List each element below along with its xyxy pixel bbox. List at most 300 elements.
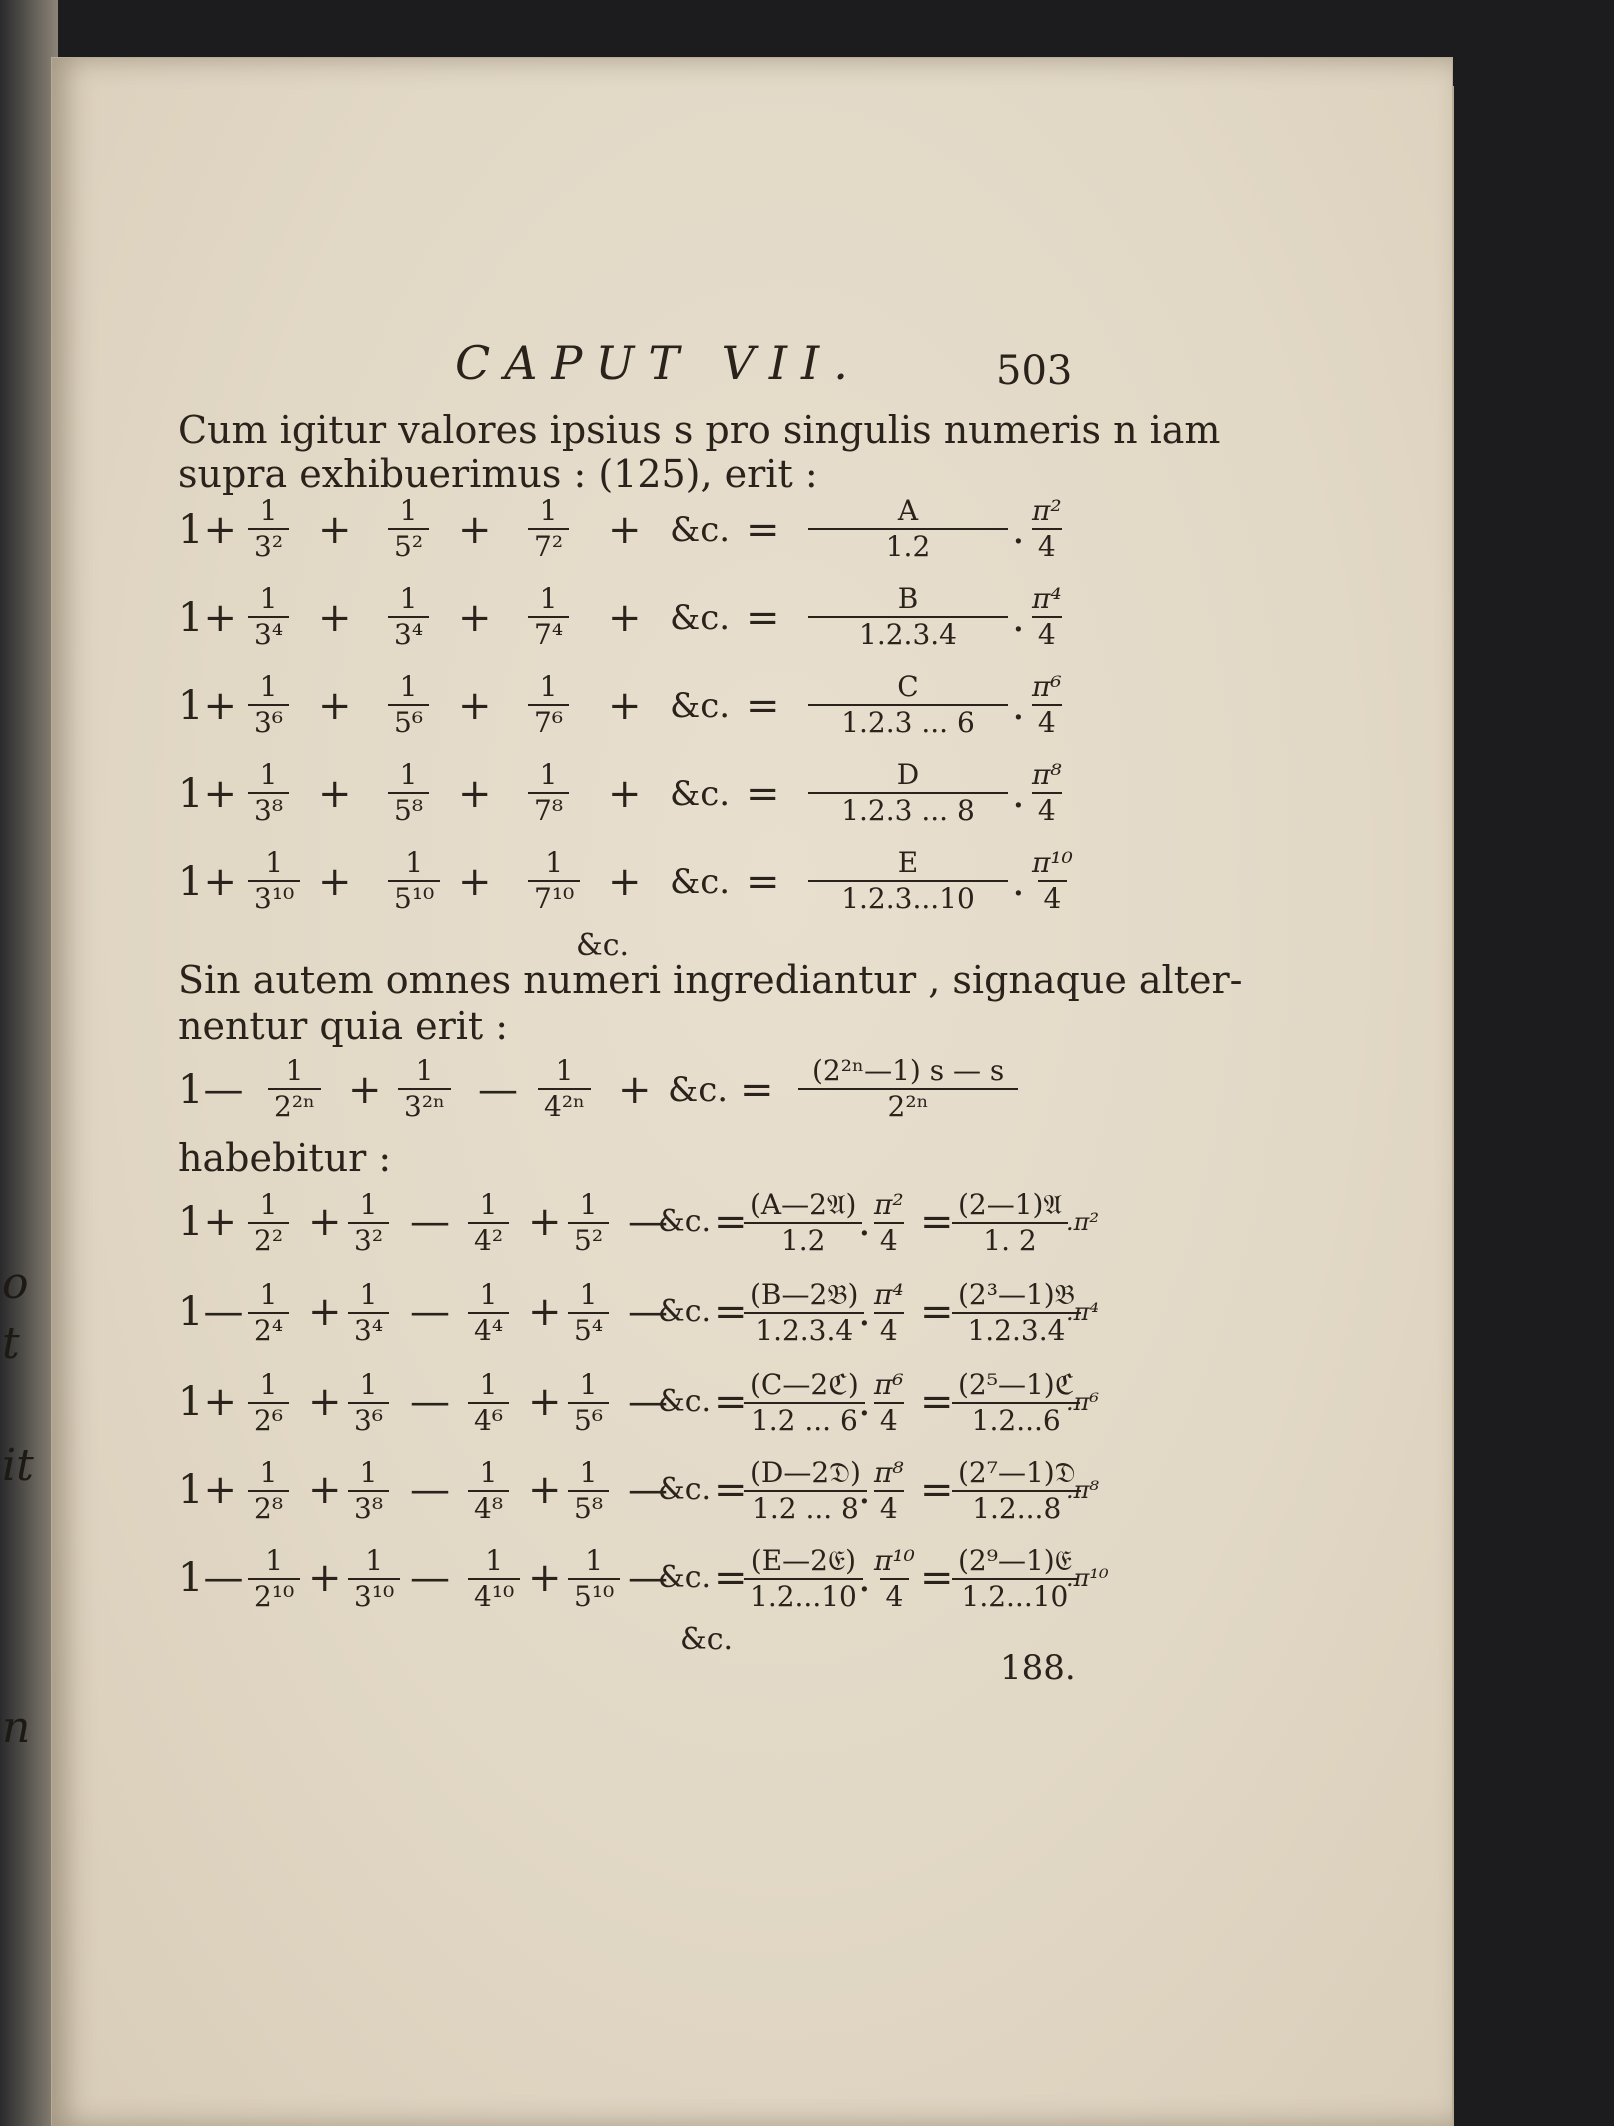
equals-sign: =	[714, 1199, 748, 1245]
denominator: 4²	[468, 1222, 509, 1258]
fraction	[348, 1544, 400, 1614]
fraction	[248, 1278, 289, 1348]
numerator: 1	[579, 1456, 598, 1489]
page-number: 503	[996, 348, 1073, 394]
numerator: 1	[259, 1188, 278, 1221]
numerator: 1	[539, 582, 558, 615]
general-equation	[178, 1050, 1078, 1136]
numerator: A	[897, 494, 919, 527]
fraction	[868, 1368, 910, 1438]
etc-term: &c.	[670, 862, 731, 902]
plus-sign: +	[348, 1067, 382, 1113]
denominator: 3²	[348, 1222, 389, 1258]
fraction	[248, 846, 300, 916]
plus-sign: +	[318, 683, 352, 729]
numerator: 1	[539, 494, 558, 527]
plus-sign: +	[528, 1467, 562, 1513]
plus-sign: +	[458, 595, 492, 641]
numerator: E	[897, 846, 919, 879]
etc-marker: &c.	[680, 1622, 734, 1657]
fraction	[388, 758, 429, 828]
numerator: (C—2ℭ)	[750, 1368, 859, 1401]
denominator: 3¹⁰	[348, 1578, 400, 1614]
numerator: π⁴	[1032, 582, 1062, 615]
denominator: 1.2.3 ... 6	[808, 704, 1008, 740]
lead-term: 1+	[178, 683, 237, 729]
dot: .	[1012, 595, 1025, 641]
catchword: 188.	[1000, 1648, 1076, 1688]
denominator: 7⁶	[528, 704, 569, 740]
denominator: 4	[1032, 792, 1062, 828]
denominator: 4⁸	[468, 1490, 509, 1526]
equals-sign: =	[714, 1379, 748, 1425]
numerator: 1	[579, 1278, 598, 1311]
numerator: 1	[479, 1368, 498, 1401]
fraction	[468, 1456, 509, 1526]
plus-sign: +	[308, 1467, 342, 1513]
denominator: 4	[874, 1490, 904, 1526]
series-identity-row	[178, 666, 1078, 752]
denominator: 3¹⁰	[248, 880, 300, 916]
etc-term: &c.	[670, 510, 731, 550]
minus-sign: —	[628, 1467, 668, 1513]
minus-sign: —	[410, 1467, 450, 1513]
denominator: 5¹⁰	[388, 880, 440, 916]
numerator: 1	[479, 1456, 498, 1489]
numerator: 1	[259, 1456, 278, 1489]
pi-factor: .π⁴	[1066, 1298, 1100, 1326]
etc-term: &c.	[670, 686, 731, 726]
fraction	[468, 1278, 509, 1348]
denominator: 1.2 ... 6	[744, 1402, 865, 1438]
plus-sign: +	[318, 859, 352, 905]
plus-sign: +	[458, 683, 492, 729]
lead-term: 1+	[178, 771, 237, 817]
denominator: 1. 2	[952, 1222, 1068, 1258]
numerator: D	[896, 758, 920, 791]
numerator: 1	[259, 1278, 278, 1311]
equals-sign: =	[746, 595, 780, 641]
numerator: 1	[359, 1456, 378, 1489]
denominator: 7²	[528, 528, 569, 564]
plus-sign: +	[618, 1067, 652, 1113]
equals-sign: =	[714, 1467, 748, 1513]
denominator: 1.2	[808, 528, 1008, 564]
minus-sign: —	[410, 1555, 450, 1601]
facing-page-mark: o	[2, 1258, 29, 1309]
fraction	[744, 1368, 865, 1438]
lead-term: 1—	[178, 1289, 244, 1335]
dot: .	[1012, 507, 1025, 553]
plus-sign: +	[528, 1379, 562, 1425]
denominator: 5⁶	[388, 704, 429, 740]
fraction	[568, 1368, 609, 1438]
numerator: π⁴	[874, 1278, 904, 1311]
denominator: 1.2	[744, 1222, 862, 1258]
fraction	[568, 1278, 609, 1348]
numerator: C	[897, 670, 919, 703]
numerator: 1	[479, 1188, 498, 1221]
numerator: (2²ⁿ—1) s — s	[812, 1054, 1005, 1087]
denominator: 4	[1032, 616, 1062, 652]
minus-sign: —	[410, 1199, 450, 1245]
fraction	[868, 1544, 921, 1614]
numerator: π⁶	[874, 1368, 904, 1401]
numerator: 1	[259, 758, 278, 791]
denominator: 5⁶	[568, 1402, 609, 1438]
denominator: 7¹⁰	[528, 880, 580, 916]
fraction	[528, 758, 569, 828]
fraction	[398, 1054, 451, 1124]
fraction	[952, 1368, 1080, 1438]
numerator: 1	[405, 846, 424, 879]
numerator: 1	[285, 1054, 304, 1087]
fraction	[388, 670, 429, 740]
equals-sign: =	[740, 1067, 774, 1113]
denominator: 7⁸	[528, 792, 569, 828]
fraction	[568, 1544, 620, 1614]
fraction	[952, 1188, 1068, 1258]
dot: .	[858, 1289, 871, 1335]
denominator: 1.2.3 ... 8	[808, 792, 1008, 828]
dot: .	[1012, 771, 1025, 817]
denominator: 5²	[568, 1222, 609, 1258]
numerator: π⁸	[874, 1456, 904, 1489]
numerator: 1	[399, 758, 418, 791]
denominator: 5²	[388, 528, 429, 564]
denominator: 3⁸	[248, 792, 289, 828]
etc-term: &c.	[670, 598, 731, 638]
fraction	[528, 582, 569, 652]
fraction	[468, 1188, 509, 1258]
equals-sign: =	[746, 859, 780, 905]
etc-term: &c.	[658, 1204, 712, 1239]
fraction	[808, 670, 1008, 740]
denominator: 1.2...6	[952, 1402, 1080, 1438]
denominator: 4	[874, 1312, 904, 1348]
denominator: 1.2...10	[744, 1578, 863, 1614]
fraction	[528, 494, 569, 564]
plus-sign: +	[308, 1555, 342, 1601]
fraction	[248, 1368, 289, 1438]
fraction	[744, 1188, 862, 1258]
minus-sign: —	[628, 1289, 668, 1335]
numerator: 1	[265, 846, 284, 879]
numerator: (2³—1)𝔅	[958, 1278, 1075, 1311]
fraction	[248, 670, 289, 740]
numerator: 1	[359, 1368, 378, 1401]
numerator: 1	[545, 846, 564, 879]
denominator: 4²ⁿ	[538, 1088, 591, 1124]
numerator: (2—1)𝔄	[958, 1188, 1063, 1221]
equals-sign: =	[920, 1199, 954, 1245]
plus-sign: +	[608, 683, 642, 729]
etc-term: &c.	[668, 1070, 729, 1110]
facing-page-mark: t	[2, 1318, 20, 1369]
fraction	[528, 846, 580, 916]
lead-term: 1+	[178, 507, 237, 553]
numerator: 1	[585, 1544, 604, 1577]
numerator: 1	[579, 1368, 598, 1401]
etc-term: &c.	[658, 1560, 712, 1595]
numerator: 1	[539, 758, 558, 791]
denominator: 2¹⁰	[248, 1578, 300, 1614]
fraction	[348, 1368, 389, 1438]
dot: .	[858, 1467, 871, 1513]
fraction	[568, 1456, 609, 1526]
equals-sign: =	[920, 1289, 954, 1335]
plus-sign: +	[608, 507, 642, 553]
denominator: 5⁸	[388, 792, 429, 828]
denominator: 3⁴	[388, 616, 429, 652]
denominator: 2⁸	[248, 1490, 289, 1526]
fraction	[952, 1278, 1081, 1348]
numerator: (D—2𝔇)	[750, 1456, 861, 1489]
fraction	[248, 1456, 289, 1526]
denominator: 5¹⁰	[568, 1578, 620, 1614]
dot: .	[858, 1555, 871, 1601]
denominator: 1.2 ... 8	[744, 1490, 867, 1526]
denominator: 4	[880, 1578, 910, 1614]
fraction	[744, 1456, 867, 1526]
numerator: π¹⁰	[874, 1544, 915, 1577]
alternating-identity-row	[178, 1538, 1178, 1624]
equals-sign: =	[920, 1555, 954, 1601]
denominator: 1.2.3.4	[808, 616, 1008, 652]
fraction	[868, 1456, 910, 1526]
numerator: 1	[399, 494, 418, 527]
equals-sign: =	[920, 1467, 954, 1513]
minus-sign: —	[628, 1555, 668, 1601]
etc-term: &c.	[658, 1294, 712, 1329]
fraction	[1026, 582, 1068, 652]
equals-sign: =	[714, 1289, 748, 1335]
fraction	[388, 846, 440, 916]
pi-factor: .π⁸	[1066, 1476, 1100, 1504]
fraction	[1026, 670, 1068, 740]
plus-sign: +	[608, 859, 642, 905]
fraction	[528, 670, 569, 740]
numerator: 1	[415, 1054, 434, 1087]
denominator: 3⁴	[348, 1312, 389, 1348]
fraction	[952, 1544, 1078, 1614]
numerator: π¹⁰	[1032, 846, 1073, 879]
denominator: 5⁴	[568, 1312, 609, 1348]
alternating-identity-row	[178, 1450, 1178, 1536]
denominator: 2²ⁿ	[268, 1088, 321, 1124]
etc-term: &c.	[670, 774, 731, 814]
pi-factor: .π²	[1066, 1208, 1100, 1236]
plus-sign: +	[608, 595, 642, 641]
denominator: 4⁶	[468, 1402, 509, 1438]
fraction	[468, 1368, 509, 1438]
equals-sign: =	[746, 507, 780, 553]
denominator: 3²ⁿ	[398, 1088, 451, 1124]
denominator: 1.2.3.4	[744, 1312, 864, 1348]
numerator: 1	[259, 1368, 278, 1401]
numerator: 1	[259, 494, 278, 527]
lead-term: 1—	[178, 1067, 244, 1113]
fraction	[808, 846, 1008, 916]
fraction	[868, 1188, 910, 1258]
numerator: 1	[365, 1544, 384, 1577]
numerator: B	[897, 582, 919, 615]
fraction	[808, 582, 1008, 652]
equals-sign: =	[920, 1379, 954, 1425]
denominator: 3⁴	[248, 616, 289, 652]
minus-sign: —	[628, 1379, 668, 1425]
etc-term: &c.	[658, 1384, 712, 1419]
etc-term: &c.	[658, 1472, 712, 1507]
fraction	[268, 1054, 321, 1124]
plus-sign: +	[458, 771, 492, 817]
plus-sign: +	[318, 595, 352, 641]
plus-sign: +	[308, 1199, 342, 1245]
fraction	[798, 1054, 1018, 1124]
fraction	[808, 494, 1008, 564]
fraction	[468, 1544, 520, 1614]
dot: .	[1012, 683, 1025, 729]
numerator: 1	[579, 1188, 598, 1221]
fraction	[248, 758, 289, 828]
minus-sign: —	[478, 1067, 518, 1113]
denominator: 4⁴	[468, 1312, 509, 1348]
minus-sign: —	[410, 1289, 450, 1335]
series-identity-row	[178, 754, 1078, 840]
plus-sign: +	[608, 771, 642, 817]
fraction	[248, 1188, 289, 1258]
plus-sign: +	[308, 1379, 342, 1425]
lead-term: 1+	[178, 1467, 237, 1513]
middle-line-1: Sin autem omnes numeri ingrediantur , signaque alter-	[178, 958, 1243, 1002]
plus-sign: +	[528, 1289, 562, 1335]
fraction	[538, 1054, 591, 1124]
numerator: 1	[555, 1054, 574, 1087]
numerator: π⁸	[1032, 758, 1062, 791]
numerator: π²	[874, 1188, 904, 1221]
numerator: (B—2𝔅)	[750, 1278, 859, 1311]
pi-factor: .π¹⁰	[1066, 1564, 1109, 1592]
denominator: 4	[1032, 704, 1062, 740]
denominator: 1.2.3...10	[808, 880, 1008, 916]
minus-sign: —	[410, 1379, 450, 1425]
plus-sign: +	[528, 1199, 562, 1245]
fraction	[348, 1456, 389, 1526]
intro-line-1: Cum igitur valores ipsius s pro singulis numeris n iam	[178, 408, 1221, 452]
minus-sign: —	[628, 1199, 668, 1245]
fraction	[744, 1544, 863, 1614]
facing-page-edge	[0, 0, 58, 2126]
fraction	[388, 582, 429, 652]
numerator: 1	[539, 670, 558, 703]
denominator: 3⁶	[248, 704, 289, 740]
plus-sign: +	[318, 507, 352, 553]
fraction	[868, 1278, 910, 1348]
denominator: 2²ⁿ	[798, 1088, 1018, 1124]
denominator: 5⁸	[568, 1490, 609, 1526]
fraction	[388, 494, 429, 564]
denominator: 1.2...8	[952, 1490, 1081, 1526]
denominator: 4¹⁰	[468, 1578, 520, 1614]
numerator: 1	[265, 1544, 284, 1577]
dot: .	[858, 1379, 871, 1425]
numerator: 1	[359, 1188, 378, 1221]
fraction	[348, 1278, 389, 1348]
dot: .	[1012, 859, 1025, 905]
numerator: 1	[399, 670, 418, 703]
denominator: 2⁶	[248, 1402, 289, 1438]
fraction	[248, 582, 289, 652]
plus-sign: +	[318, 771, 352, 817]
denominator: 2⁴	[248, 1312, 289, 1348]
numerator: 1	[479, 1278, 498, 1311]
alternating-identity-row	[178, 1362, 1178, 1448]
fraction	[1026, 494, 1068, 564]
numerator: (2⁵—1)ℭ	[958, 1368, 1075, 1401]
denominator: 4	[874, 1402, 904, 1438]
fraction	[952, 1456, 1081, 1526]
numerator: 1	[359, 1278, 378, 1311]
facing-page-mark: it	[2, 1440, 34, 1491]
dot: .	[858, 1199, 871, 1245]
plus-sign: +	[528, 1555, 562, 1601]
equals-sign: =	[746, 683, 780, 729]
fraction	[1026, 758, 1068, 828]
numerator: (A—2𝔄)	[750, 1188, 857, 1221]
denominator: 4	[1038, 880, 1068, 916]
numerator: (2⁹—1)𝔈	[958, 1544, 1072, 1577]
fraction	[744, 1278, 864, 1348]
numerator: (2⁷—1)𝔇	[958, 1456, 1076, 1489]
denominator: 1.2.3.4	[952, 1312, 1081, 1348]
lead-term: 1—	[178, 1555, 244, 1601]
fraction	[248, 1544, 300, 1614]
denominator: 3⁸	[348, 1490, 389, 1526]
alternating-identity-row	[178, 1182, 1178, 1268]
denominator: 3²	[248, 528, 289, 564]
denominator: 7⁴	[528, 616, 569, 652]
lead-term: 1+	[178, 595, 237, 641]
fraction	[808, 758, 1008, 828]
facing-page-mark: n	[2, 1702, 31, 1753]
pi-factor: .π⁶	[1066, 1388, 1100, 1416]
habebitur-line: habebitur :	[178, 1136, 392, 1180]
denominator: 2²	[248, 1222, 289, 1258]
numerator: 1	[259, 670, 278, 703]
numerator: 1	[485, 1544, 504, 1577]
series-identity-row	[178, 842, 1078, 928]
fraction	[348, 1188, 389, 1258]
plus-sign: +	[308, 1289, 342, 1335]
lead-term: 1+	[178, 1379, 237, 1425]
equals-sign: =	[714, 1555, 748, 1601]
numerator: π²	[1032, 494, 1062, 527]
equals-sign: =	[746, 771, 780, 817]
denominator: 4	[1032, 528, 1062, 564]
fraction	[568, 1188, 609, 1258]
numerator: 1	[399, 582, 418, 615]
series-identity-row	[178, 490, 1078, 576]
numerator: (E—2𝔈)	[750, 1544, 857, 1577]
numerator: 1	[259, 582, 278, 615]
denominator: 3⁶	[348, 1402, 389, 1438]
running-title: CAPUT VII.	[455, 336, 862, 390]
lead-term: 1+	[178, 1199, 237, 1245]
denominator: 1.2...10	[952, 1578, 1078, 1614]
fraction	[1026, 846, 1079, 916]
alternating-identity-row	[178, 1272, 1178, 1358]
fraction	[248, 494, 289, 564]
